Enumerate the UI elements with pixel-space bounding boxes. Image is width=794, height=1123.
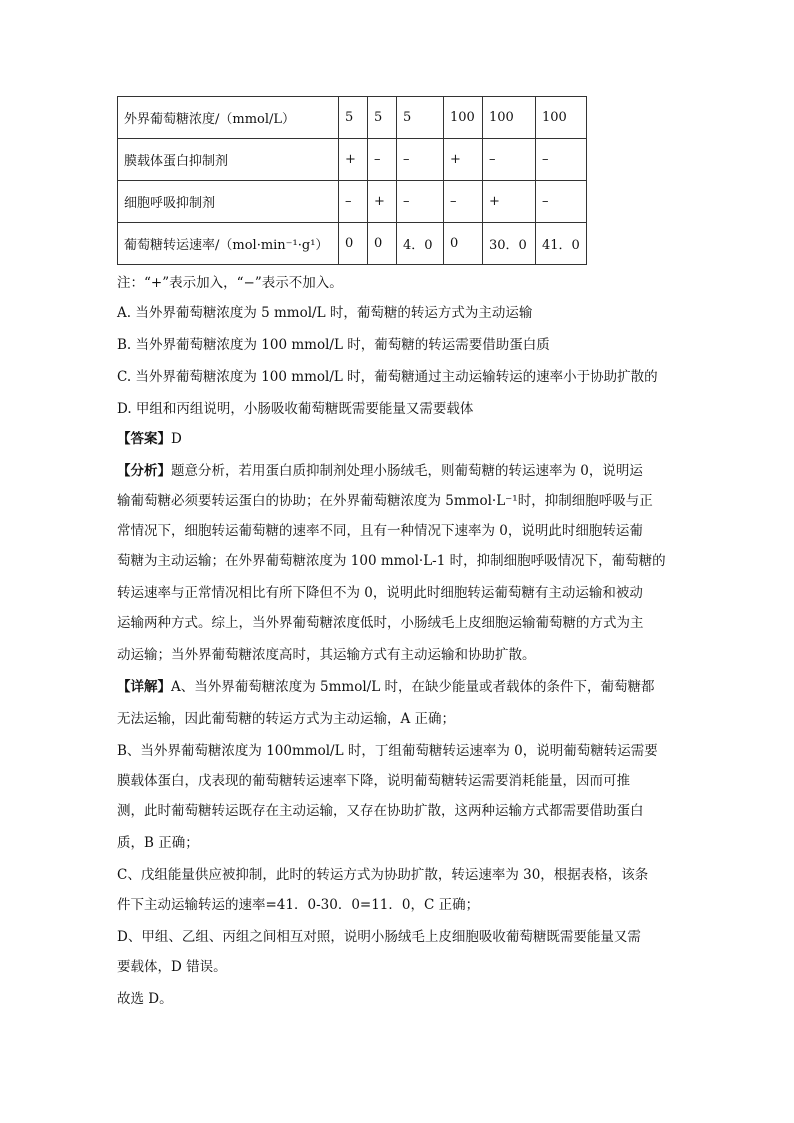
analysis-line-6: 运输两种方式。综上，当外界葡萄糖浓度低时，小肠绒毛上皮细胞运输葡萄糖的方式为主 <box>117 615 644 631</box>
option-c: C. 当外界葡萄糖浓度为 100 mmol/L 时，葡萄糖通过主动运输转运的速率小于协助扩散的 <box>117 369 658 385</box>
table-cell: + <box>483 181 536 223</box>
table-cell: 0 <box>339 223 368 265</box>
detail-line-2: 无法运输，因此葡萄糖的转运方式为主动运输，A 正确； <box>117 711 456 727</box>
table-cell: 100 <box>444 97 483 139</box>
detail-line-8: 件下主动运输转运的速率=41．0-30．0=11．0，C 正确； <box>117 897 480 913</box>
table-row <box>118 181 587 223</box>
table-cell: – <box>397 139 444 181</box>
table-row <box>118 97 587 139</box>
table-cell: + <box>368 181 397 223</box>
option-d: D. 甲组和丙组说明，小肠吸收葡萄糖既需要能量又需要载体 <box>117 401 474 417</box>
table-cell: – <box>536 139 587 181</box>
table-cell: – <box>536 181 587 223</box>
detail-line-10: 要载体，D 错误。 <box>117 959 227 975</box>
detail-line-3: B、当外界葡萄糖浓度为 100mmol/L 时，丁组葡萄糖转运速率为 0，说明葡萄糖转运需要 <box>117 743 658 759</box>
table-cell: 5 <box>339 97 368 139</box>
table-note: 注：“+”表示加入，“−”表示不加入。 <box>117 275 343 291</box>
answer-tag: 【答案】 <box>117 431 171 447</box>
analysis-line-1: 【分析】题意分析，若用蛋白质抑制剂处理小肠绒毛，则葡萄糖的转运速率为 0，说明运 <box>117 463 643 479</box>
analysis-line-7: 动运输；当外界葡萄糖浓度高时，其运输方式有主动运输和协助扩散。 <box>117 647 536 663</box>
row-label: 葡萄糖转运速率/（mol·min⁻¹·g¹） <box>118 223 339 265</box>
analysis-line-2: 输葡萄糖必须要转运蛋白的协助；在外界葡萄糖浓度为 5mmol·L⁻¹时，抑制细胞呼吸与正 <box>117 493 653 509</box>
row-label: 细胞呼吸抑制剂 <box>118 181 339 223</box>
analysis-line-3: 常情况下，细胞转运葡萄糖的速率不同，且有一种情况下速率为 0，说明此时细胞转运葡 <box>117 523 643 539</box>
table-cell: – <box>444 181 483 223</box>
answer-line <box>117 424 677 454</box>
table-cell: 30．0 <box>483 223 536 265</box>
analysis-line-4: 萄糖为主动运输；在外界葡萄糖浓度为 100 mmol·L-1 时，抑制细胞呼吸情况下，葡萄糖的 <box>117 553 666 569</box>
data-table <box>117 96 587 265</box>
table-cell: – <box>339 181 368 223</box>
table-cell: 0 <box>368 223 397 265</box>
option-a: A. 当外界葡萄糖浓度为 5 mmol/L 时，葡萄糖的转运方式为主动运输 <box>117 305 533 321</box>
analysis-tag: 【分析】 <box>117 463 171 479</box>
table-cell: 4．0 <box>397 223 444 265</box>
table-cell: + <box>444 139 483 181</box>
table-cell: – <box>483 139 536 181</box>
table-cell: + <box>339 139 368 181</box>
table-row <box>118 139 587 181</box>
table-cell: 5 <box>397 97 444 139</box>
table-cell: 0 <box>444 223 483 265</box>
detail-line-9: D、甲组、乙组、丙组之间相互对照，说明小肠绒毛上皮细胞吸收葡萄糖既需要能量又需 <box>117 929 641 945</box>
analysis-line-5: 转运速率与正常情况相比有所下降但不为 0，说明此时细胞转运葡萄糖有主动运输和被动 <box>117 585 643 601</box>
detail-line-4: 膜载体蛋白，戊表现的葡萄糖转运速率下降，说明葡萄糖转运需要消耗能量，因而可推 <box>117 773 630 789</box>
detail-line-1: 【详解】A、当外界葡萄糖浓度为 5mmol/L 时，在缺少能量或者载体的条件下，葡萄糖都 <box>117 679 655 695</box>
detail-line-5: 测，此时葡萄糖转运既存在主动运输，又存在协助扩散，这两种运输方式都需要借助蛋白 <box>117 803 644 819</box>
table-cell: – <box>397 181 444 223</box>
option-b: B. 当外界葡萄糖浓度为 100 mmol/L 时，葡萄糖的转运需要借助蛋白质 <box>117 337 550 353</box>
table-row <box>118 223 587 265</box>
table-cell: – <box>368 139 397 181</box>
detail-line-7: C、戊组能量供应被抑制，此时的转运方式为协助扩散，转运速率为 30，根据表格，该条 <box>117 867 649 883</box>
detail-tag: 【详解】 <box>117 679 171 695</box>
answer-value: D <box>171 431 182 447</box>
table-cell: 41．0 <box>536 223 587 265</box>
detail-line-6: 质，B 正确； <box>117 835 199 851</box>
table-cell: 5 <box>368 97 397 139</box>
table-cell: 100 <box>536 97 587 139</box>
row-label: 膜载体蛋白抑制剂 <box>118 139 339 181</box>
table-cell: 100 <box>483 97 536 139</box>
detail-line-11: 故选 D。 <box>117 991 173 1007</box>
row-label: 外界葡萄糖浓度/（mmol/L） <box>118 97 339 139</box>
